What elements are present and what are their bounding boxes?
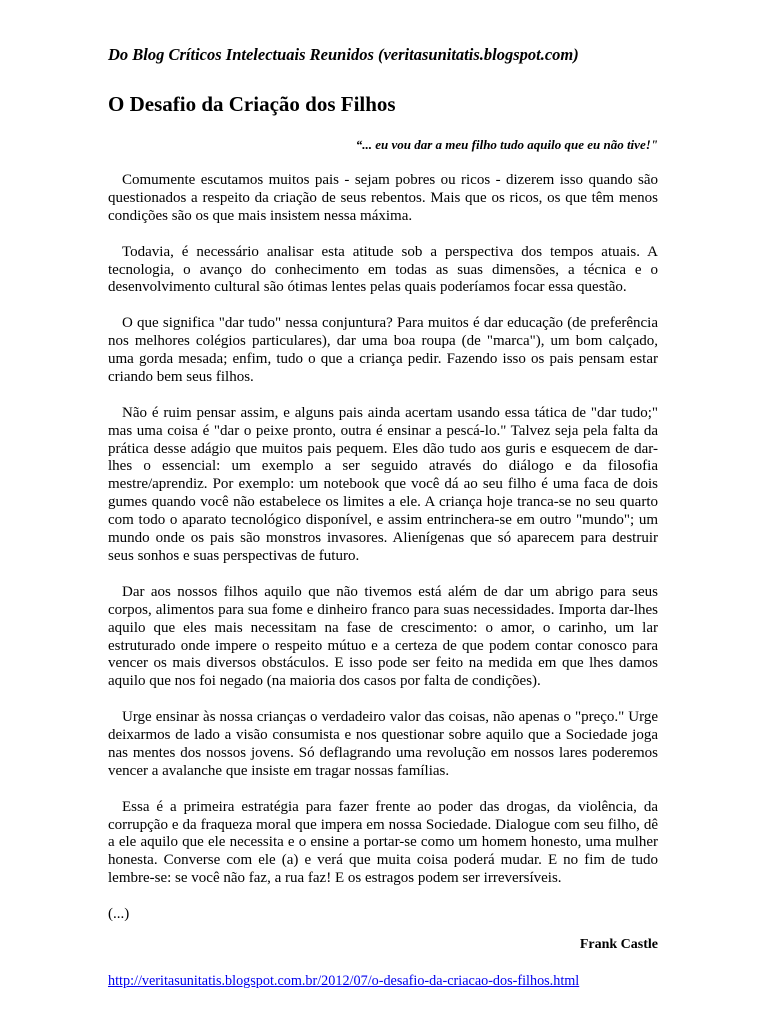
paragraph-1: Comumente escutamos muitos pais - sejam pobres ou ricos - dizerem isso quando são questionados a respeito da criação de seus rebentos. Mais que os ricos, os que têm menos condições são os que mais insistem nessa máxima.: [108, 172, 658, 224]
paragraph-2: Todavia, é necessário analisar esta atitude sob a perspectiva dos tempos atuais. A tecnologia, o avanço do conhecimento em todas as suas dimensões, a técnica e o desenvolvimento cultural são ótimas lentes pelas quais poderíamos focar essa questão.: [108, 243, 658, 296]
paragraph-3: O que significa "dar tudo" nessa conjuntura? Para muitos é dar educação (de preferência nos melhores colégios particulares), dar uma boa roupa (de "marca"), um bom calçado, uma gorda mesada; enfim, tudo o que a criança pedir. Fazendo isso os pais pensam estar criando bem seus filhos.: [108, 315, 658, 385]
paragraph-6: Urge ensinar às nossa crianças o verdadeiro valor das coisas, não apenas o "preço." Urge deixarmos de lado a visão consumista e nos questionar sobre aquilo que a Sociedade joga nas mentes dos nossos jovens. Só deflagrando uma revolução em nossos lares poderemos vencer a avalanche que insiste em tragar nossas famílias.: [108, 709, 658, 779]
paragraph-7: Essa é a primeira estratégia para fazer frente ao poder das drogas, da violência, da corrupção e da fraqueza moral que impera em nossa Sociedade. Dialogue com seu filho, dê a ele aquilo que ele necessita e o ensine a portar-se como um homem honesto, uma mulher honesta. Converse com ele (a) e verá que muita coisa poderá mudar. E no fim de tudo lembre-se: se você não faz, a rua faz! E os estragos podem ser irreversíveis.: [108, 798, 658, 887]
blog-source-header: Do Blog Críticos Intelectuais Reunidos (veritasunitatis.blogspot.com): [108, 45, 579, 64]
article-epigraph: “... eu vou dar a meu filho tudo aquilo que eu não tive!": [355, 137, 658, 152]
article-body: [108, 172, 658, 942]
paragraph-4: Não é ruim pensar assim, e alguns pais ainda acertam usando essa tática de "dar tudo;" mas uma coisa é "dar o peixe pronto, outra é ensinar a pescá-lo." Talvez seja pela falta da prática desse adágio que muitos pais pequem. Eles dão tudo aos guris e esquecem de dar-lhes o essencial: um exemplo a ser seguido através do diálogo e da filosofia mestre/aprendiz. Por exemplo: um notebook que você dá ao seu filho é uma faca de dois gumes quando você não estabelece os limites a ele. A criança hoje tranca-se no seu quarto com todo o aparato tecnológico disponível, e assim entrinchera-se em outro "mundo"; um mundo onde os pais são monstros invasores. Alienígenas que só aparecem para destruir seus sonhos e suas perspectivas de futuro.: [108, 404, 658, 564]
source-url-link[interactable]: http://veritasunitatis.blogspot.com.br/2012/07/o-desafio-da-criacao-dos-filhos.html: [108, 973, 580, 989]
article-title: O Desafio da Criação dos Filhos: [108, 92, 396, 116]
ellipsis-marker: (...): [108, 906, 130, 923]
paragraph-5: Dar aos nossos filhos aquilo que não tivemos está além de dar um abrigo para seus corpos, alimentos para sua fome e dinheiro franco para suas necessidades. Importa dar-lhes aquilo que eles mais necessitam na fase de crescimento: o amor, o carinho, um lar estruturado onde impere o respeito mútuo e a certeza de que podem contar conosco para vencer os mais diversos obstáculos. E isso pode ser feito na medida em que lhes damos aquilo que nos foi negado (na maioria dos casos por falta de condições).: [108, 583, 658, 690]
author-signature: Frank Castle: [579, 937, 658, 952]
